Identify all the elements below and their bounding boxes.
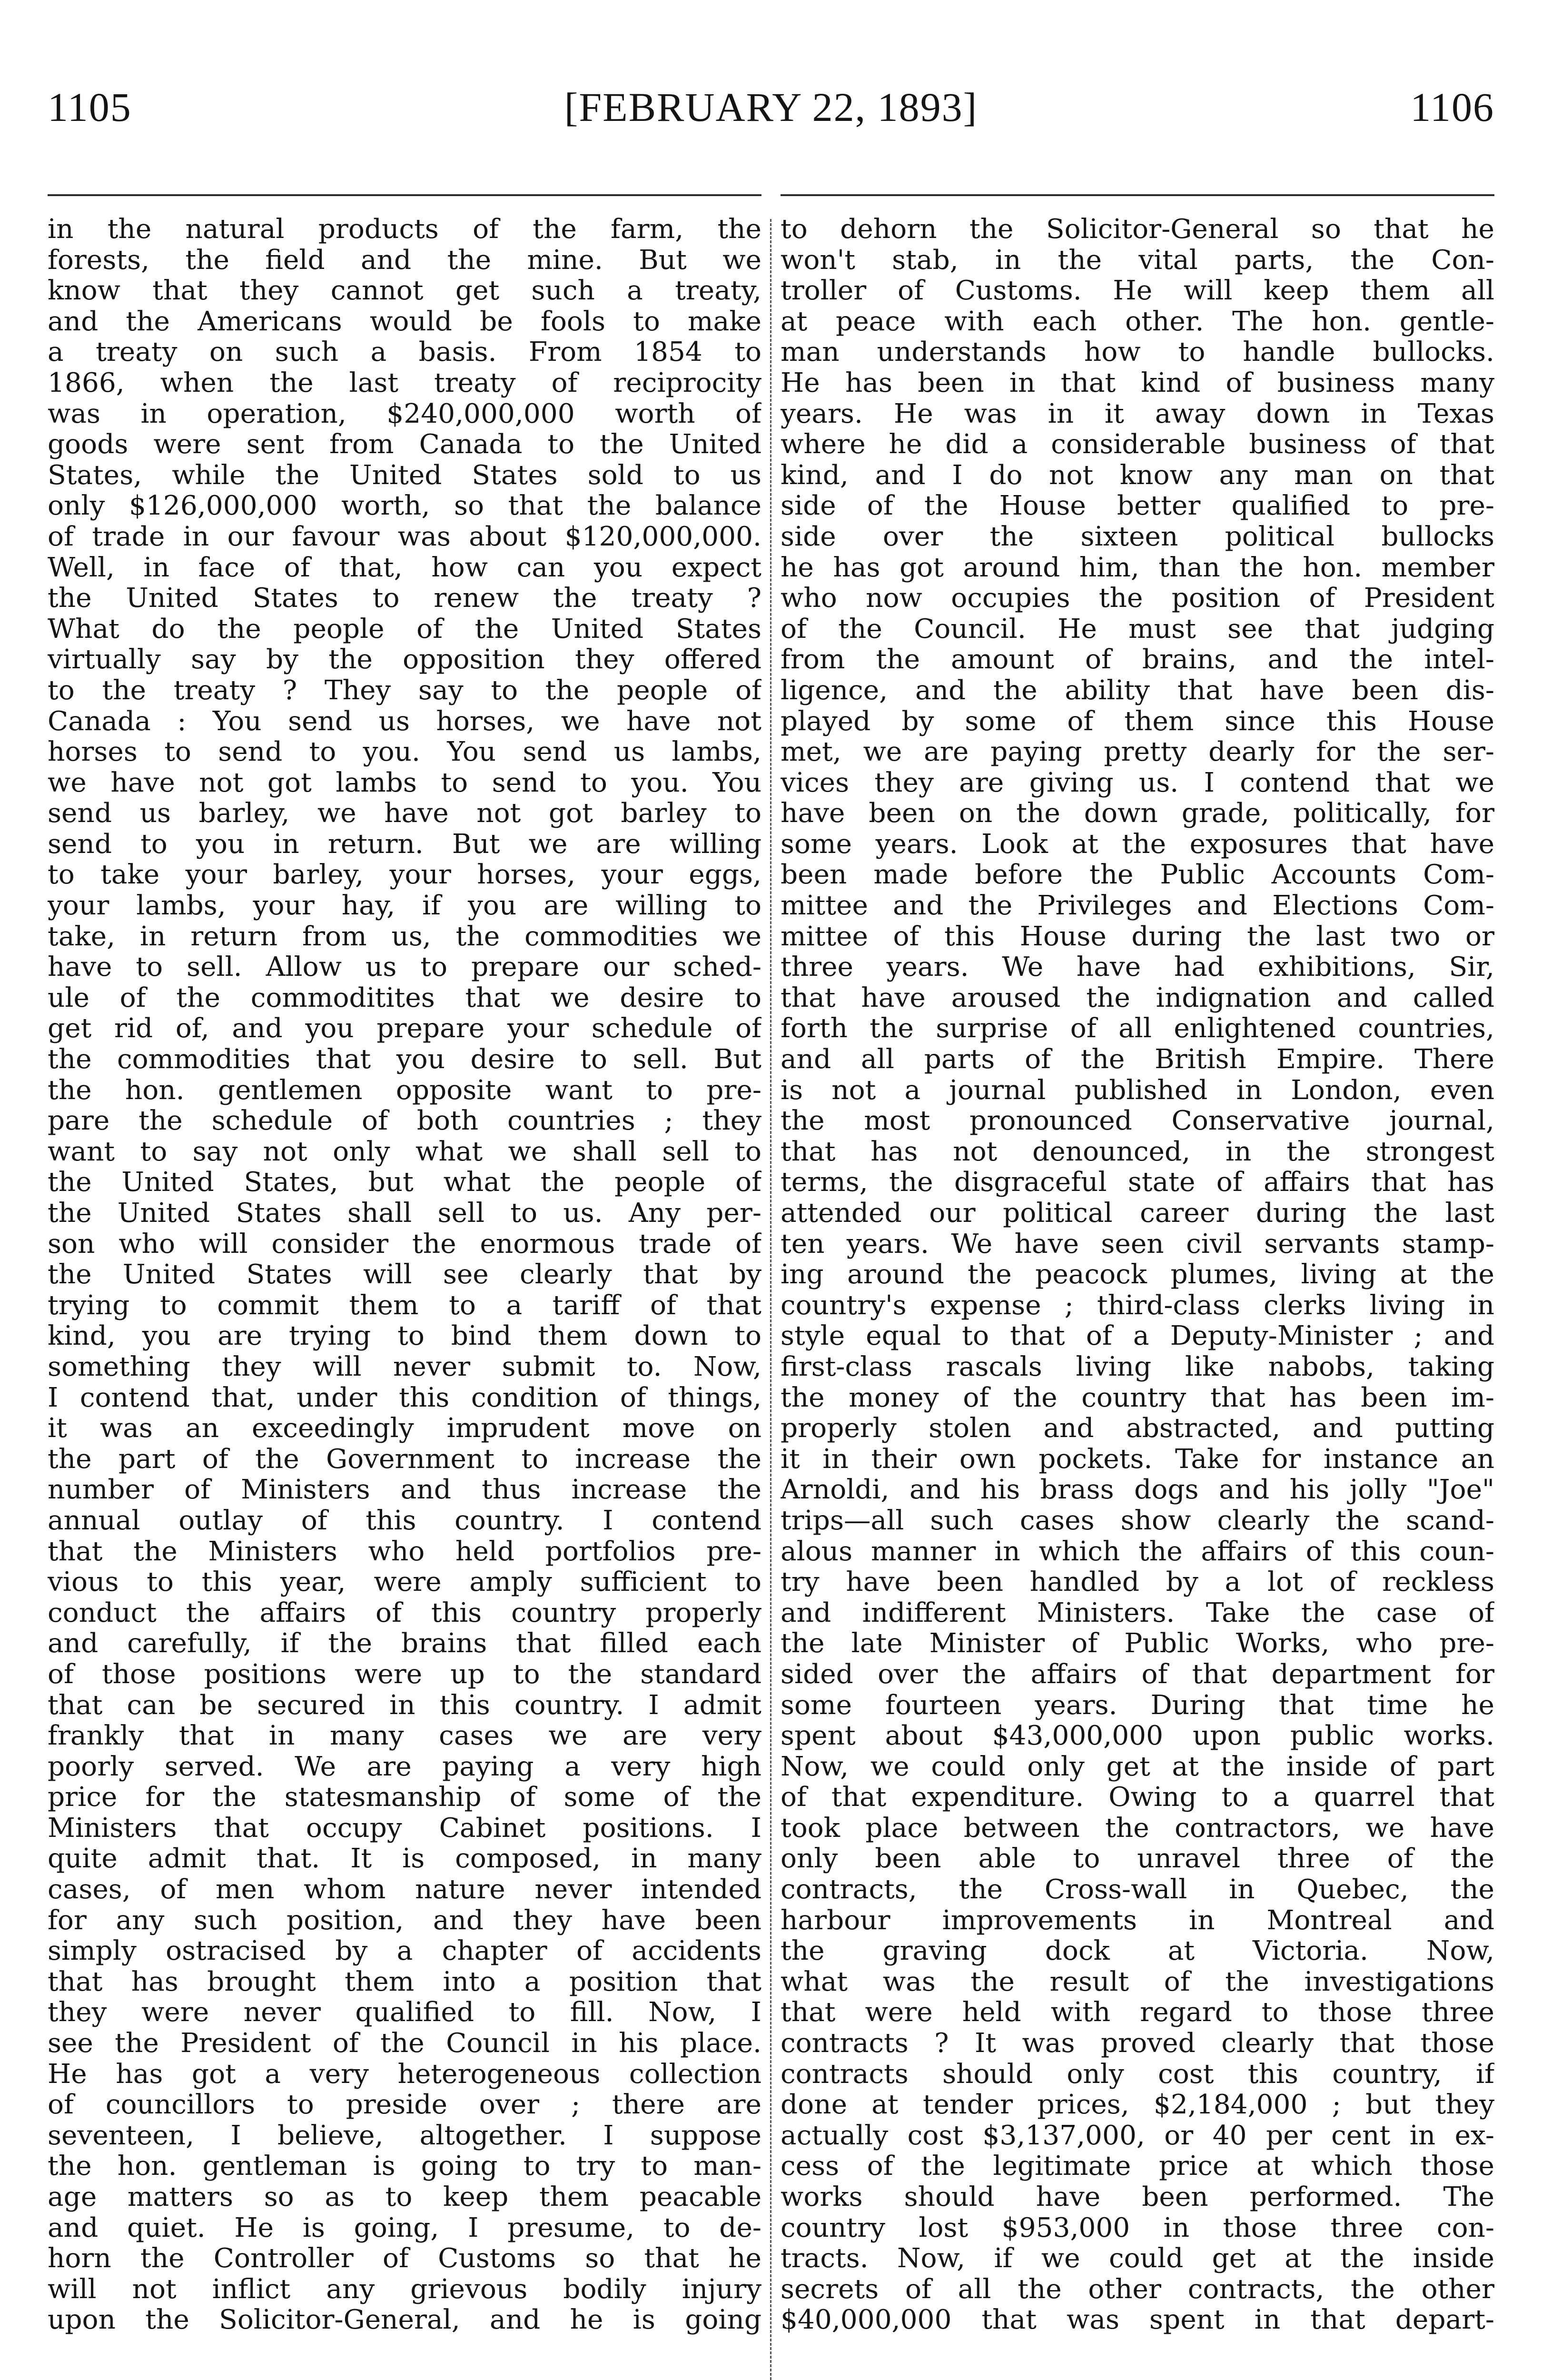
text-line: in the natural products of the farm, the [48,214,761,245]
text-line: price for the statesmanship of some of the [48,1782,761,1813]
text-line: met, we are paying pretty dearly for the ser- [781,737,1494,768]
text-line: have been on the down grade, politically, for [781,798,1494,829]
text-line: forests, the field and the mine. But we [48,245,761,276]
text-line: Ministers that occupy Cabinet positions. I [48,1813,761,1844]
text-line: is not a journal published in London, even [781,1075,1494,1106]
text-line: played by some of them since this House [781,706,1494,737]
text-line: the United States will see clearly that by [48,1259,761,1290]
text-line: country lost $953,000 in those three con- [781,2212,1494,2243]
text-line: take, in return from us, the commodities we [48,921,761,952]
text-line: What do the people of the United States [48,614,761,645]
text-line: Canada : You send us horses, we have not [48,706,761,737]
text-line: send us barley, we have not got barley to [48,798,761,829]
text-line: the graving dock at Victoria. Now, [781,1936,1494,1967]
column-divider [770,219,771,2380]
text-line: ten years. We have seen civil servants stamp- [781,1229,1494,1259]
text-line: of that expenditure. Owing to a quarrel that [781,1782,1494,1813]
text-line: He has got a very heterogeneous collection [48,2059,761,2090]
text-line: will not inflict any grievous bodily injury [48,2274,761,2305]
text-line: son who will consider the enormous trade of [48,1229,761,1259]
text-line: the hon. gentleman is going to try to man- [48,2151,761,2182]
text-line: want to say not only what we shall sell to [48,1136,761,1167]
text-line: trips—all such cases show clearly the scand- [781,1505,1494,1536]
text-line: was in operation, $240,000,000 worth of [48,398,761,429]
text-line: at peace with each other. The hon. gentle- [781,306,1494,337]
text-line: attended our political career during the last [781,1198,1494,1229]
text-line: annual outlay of this country. I contend [48,1505,761,1536]
text-line: and all parts of the British Empire. There [781,1044,1494,1075]
text-line: I contend that, under this condition of things, [48,1382,761,1413]
text-line: only $126,000,000 worth, so that the balance [48,491,761,522]
text-line: contracts should only cost this country, if [781,2059,1494,2090]
text-line: age matters so as to keep them peacable [48,2182,761,2212]
text-line: pare the schedule of both countries ; they [48,1106,761,1137]
text-line: sided over the affairs of that department for [781,1659,1494,1690]
text-line: mittee of this House during the last two or [781,921,1494,952]
text-line: quite admit that. It is composed, in many [48,1844,761,1874]
text-line: poorly served. We are paying a very high [48,1751,761,1782]
text-line: send to you in return. But we are willing [48,829,761,860]
text-line: simply ostracised by a chapter of accidents [48,1936,761,1967]
text-line: style equal to that of a Deputy-Minister ; and [781,1321,1494,1352]
text-line: that have aroused the indignation and called [781,982,1494,1013]
text-line: some years. Look at the exposures that have [781,829,1494,860]
page-number-left: 1105 [48,84,132,130]
text-line: we have not got lambs to send to you. You [48,767,761,798]
text-line: Now, we could only get at the inside of part [781,1751,1494,1782]
text-line: the part of the Government to increase the [48,1444,761,1475]
text-line: seventeen, I believe, altogether. I suppose [48,2120,761,2151]
text-line: properly stolen and abstracted, and putting [781,1413,1494,1444]
text-line: Well, in face of that, how can you expect [48,552,761,583]
text-line: He has been in that kind of business many [781,367,1494,398]
text-line: frankly that in many cases we are very [48,1721,761,1752]
text-line: vices they are giving us. I contend that we [781,767,1494,798]
text-line: secrets of all the other contracts, the other [781,2274,1494,2305]
text-line: horn the Controller of Customs so that he [48,2243,761,2274]
text-line: something they will never submit to. Now, [48,1351,761,1382]
text-line: that the Ministers who held portfolios pre- [48,1536,761,1567]
text-line: $40,000,000 that was spent in that depart- [781,2305,1494,2336]
text-line: terms, the disgraceful state of affairs that has [781,1167,1494,1198]
text-line: a treaty on such a basis. From 1854 to [48,337,761,368]
text-line: tracts. Now, if we could get at the inside [781,2243,1494,2274]
text-line: ligence, and the ability that have been dis- [781,675,1494,706]
header-rule-left [48,194,761,196]
text-line: only been able to unravel three of the [781,1844,1494,1874]
text-line: that has brought them into a position that [48,1966,761,1997]
text-line: for any such position, and they have been [48,1905,761,1936]
text-line: to dehorn the Solicitor-General so that he [781,214,1494,245]
text-line: first-class rascals living like nabobs, taking [781,1351,1494,1382]
text-line: of councillors to preside over ; there are [48,2090,761,2121]
header-rule-right [781,194,1494,196]
text-line: the United States shall sell to us. Any per- [48,1198,761,1229]
text-line: contracts ? It was proved clearly that those [781,2028,1494,2059]
text-line: the United States to renew the treaty ? [48,583,761,614]
text-line: some fourteen years. During that time he [781,1690,1494,1721]
text-line: where he did a considerable business of that [781,429,1494,460]
text-line: contracts, the Cross-wall in Quebec, the [781,1874,1494,1905]
text-line: that were held with regard to those three [781,1997,1494,2028]
text-line: harbour improvements in Montreal and [781,1905,1494,1936]
text-line: kind, and I do not know any man on that [781,460,1494,491]
text-line: forth the surprise of all enlightened countries, [781,1013,1494,1044]
text-line: that has not denounced, in the strongest [781,1136,1494,1167]
text-line: the money of the country that has been im- [781,1382,1494,1413]
text-line: he has got around him, than the hon. member [781,552,1494,583]
text-line: the most pronounced Conservative journal, [781,1106,1494,1137]
text-line: alous manner in which the affairs of this coun- [781,1536,1494,1567]
text-column-left [48,214,761,2380]
text-line: of the Council. He must see that judging [781,614,1494,645]
text-line: spent about $43,000,000 upon public works. [781,1721,1494,1752]
text-line: know that they cannot get such a treaty, [48,276,761,307]
text-line: been made before the Public Accounts Com- [781,860,1494,891]
text-line: to take your barley, your horses, your eggs, [48,860,761,891]
text-line: won't stab, in the vital parts, the Con- [781,245,1494,276]
text-line: from the amount of brains, and the intel- [781,645,1494,675]
text-line: try have been handled by a lot of reckless [781,1567,1494,1598]
text-line: horses to send to you. You send us lambs, [48,737,761,768]
text-line: goods were sent from Canada to the United [48,429,761,460]
text-line: and quiet. He is going, I presume, to de- [48,2212,761,2243]
text-line: the United States, but what the people of [48,1167,761,1198]
text-line: the late Minister of Public Works, who pre- [781,1628,1494,1659]
text-line: it in their own pockets. Take for instance an [781,1444,1494,1475]
text-line: and indifferent Ministers. Take the case of [781,1597,1494,1628]
text-line: trying to commit them to a tariff of that [48,1290,761,1321]
text-line: man understands how to handle bullocks. [781,337,1494,368]
text-line: the hon. gentlemen opposite want to pre- [48,1075,761,1106]
text-line: kind, you are trying to bind them down to [48,1321,761,1352]
session-date: [FEBRUARY 22, 1893] [564,84,978,130]
text-line: upon the Solicitor-General, and he is going [48,2305,761,2336]
text-line: States, while the United States sold to us [48,460,761,491]
text-line: cess of the legitimate price at which those [781,2151,1494,2182]
text-line: Arnoldi, and his brass dogs and his jolly "Joe" [781,1475,1494,1506]
text-line: it was an exceedingly imprudent move on [48,1413,761,1444]
text-line: of trade in our favour was about $120,000,000. [48,521,761,552]
text-line: they were never qualified to fill. Now, I [48,1997,761,2028]
page-header [48,83,1494,140]
text-line: the commodities that you desire to sell. But [48,1044,761,1075]
text-line: side of the House better qualified to pre- [781,491,1494,522]
text-line: ule of the commoditites that we desire to [48,982,761,1013]
text-line: have to sell. Allow us to prepare our sched- [48,952,761,983]
text-line: side over the sixteen political bullocks [781,521,1494,552]
text-line: troller of Customs. He will keep them all [781,276,1494,307]
text-line: works should have been performed. The [781,2182,1494,2212]
text-line: actually cost $3,137,000, or 40 per cent in ex- [781,2120,1494,2151]
text-line: and carefully, if the brains that filled each [48,1628,761,1659]
text-line: three years. We have had exhibitions, Sir, [781,952,1494,983]
text-line: years. He was in it away down in Texas [781,398,1494,429]
text-line: of those positions were up to the standard [48,1659,761,1690]
text-line: mittee and the Privileges and Elections Com- [781,891,1494,922]
text-line: vious to this year, were amply sufficient to [48,1567,761,1598]
text-line: and the Americans would be fools to make [48,306,761,337]
text-line: done at tender prices, $2,184,000 ; but they [781,2090,1494,2121]
text-column-right [781,214,1494,2380]
text-line: what was the result of the investigations [781,1966,1494,1997]
text-line: that can be secured in this country. I admit [48,1690,761,1721]
text-line: number of Ministers and thus increase the [48,1475,761,1506]
text-line: took place between the contractors, we have [781,1813,1494,1844]
text-line: to the treaty ? They say to the people of [48,675,761,706]
text-line: your lambs, your hay, if you are willing to [48,891,761,922]
text-line: cases, of men whom nature never intended [48,1874,761,1905]
text-line: conduct the affairs of this country properly [48,1597,761,1628]
text-line: get rid of, and you prepare your schedule of [48,1013,761,1044]
text-line: who now occupies the position of President [781,583,1494,614]
text-line: country's expense ; third-class clerks living in [781,1290,1494,1321]
text-line: ing around the peacock plumes, living at the [781,1259,1494,1290]
page-number-right: 1106 [1410,84,1494,130]
text-line: virtually say by the opposition they offered [48,645,761,675]
text-line: 1866, when the last treaty of reciprocity [48,367,761,398]
text-line: see the President of the Council in his place. [48,2028,761,2059]
